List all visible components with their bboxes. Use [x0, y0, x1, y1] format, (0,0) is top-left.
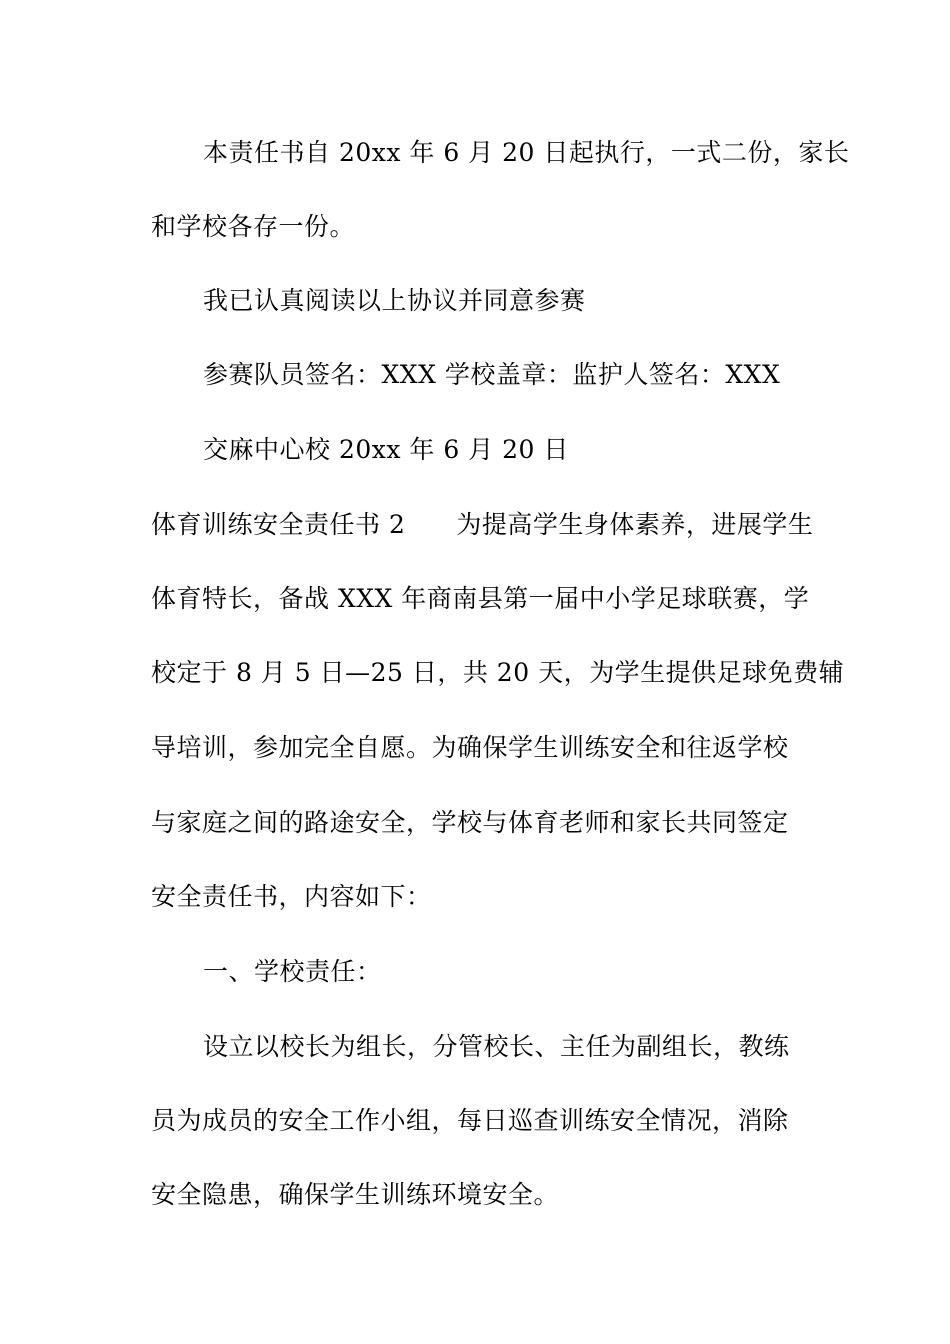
date-line: 交麻中心校 20xx 年 6 月 20 日 — [203, 435, 569, 464]
paragraph-line: 校定于 8 月 5 日—25 日，共 20 天，为学生提供足球免费辅 — [151, 658, 845, 687]
paragraph-line: 安全隐患，确保学生训练环境安全。 — [151, 1180, 560, 1209]
paragraph-line: 安全责任书，内容如下： — [151, 882, 432, 911]
paragraph-line: 设立以校长为组长，分管校长、主任为副组长，教练 — [203, 1032, 790, 1061]
paragraph-line: 导培训，参加完全自愿。为确保学生训练安全和往返学校 — [151, 733, 789, 762]
paragraph-line: 和学校各存一份。 — [151, 212, 356, 241]
paragraph-line: 与家庭之间的路途安全，学校与体育老师和家长共同签定 — [151, 808, 789, 837]
signature-line: 参赛队员签名：XXX 学校盖章：监护人签名：XXX — [203, 360, 781, 389]
paragraph-line: 我已认真阅读以上协议并同意参赛 — [203, 286, 586, 315]
paragraph-line: 本责任书自 20xx 年 6 月 20 日起执行，一式二份，家长 — [203, 138, 850, 167]
paragraph-line: 员为成员的安全工作小组，每日巡查训练安全情况，消除 — [151, 1106, 789, 1135]
subsection-heading: 一、学校责任： — [203, 957, 382, 986]
paragraph-line: 体育特长，备战 XXX 年商南县第一届中小学足球联赛，学 — [151, 584, 810, 613]
section-heading-line: 体育训练安全责任书 2 为提高学生身体素养，进展学生 — [151, 510, 814, 539]
